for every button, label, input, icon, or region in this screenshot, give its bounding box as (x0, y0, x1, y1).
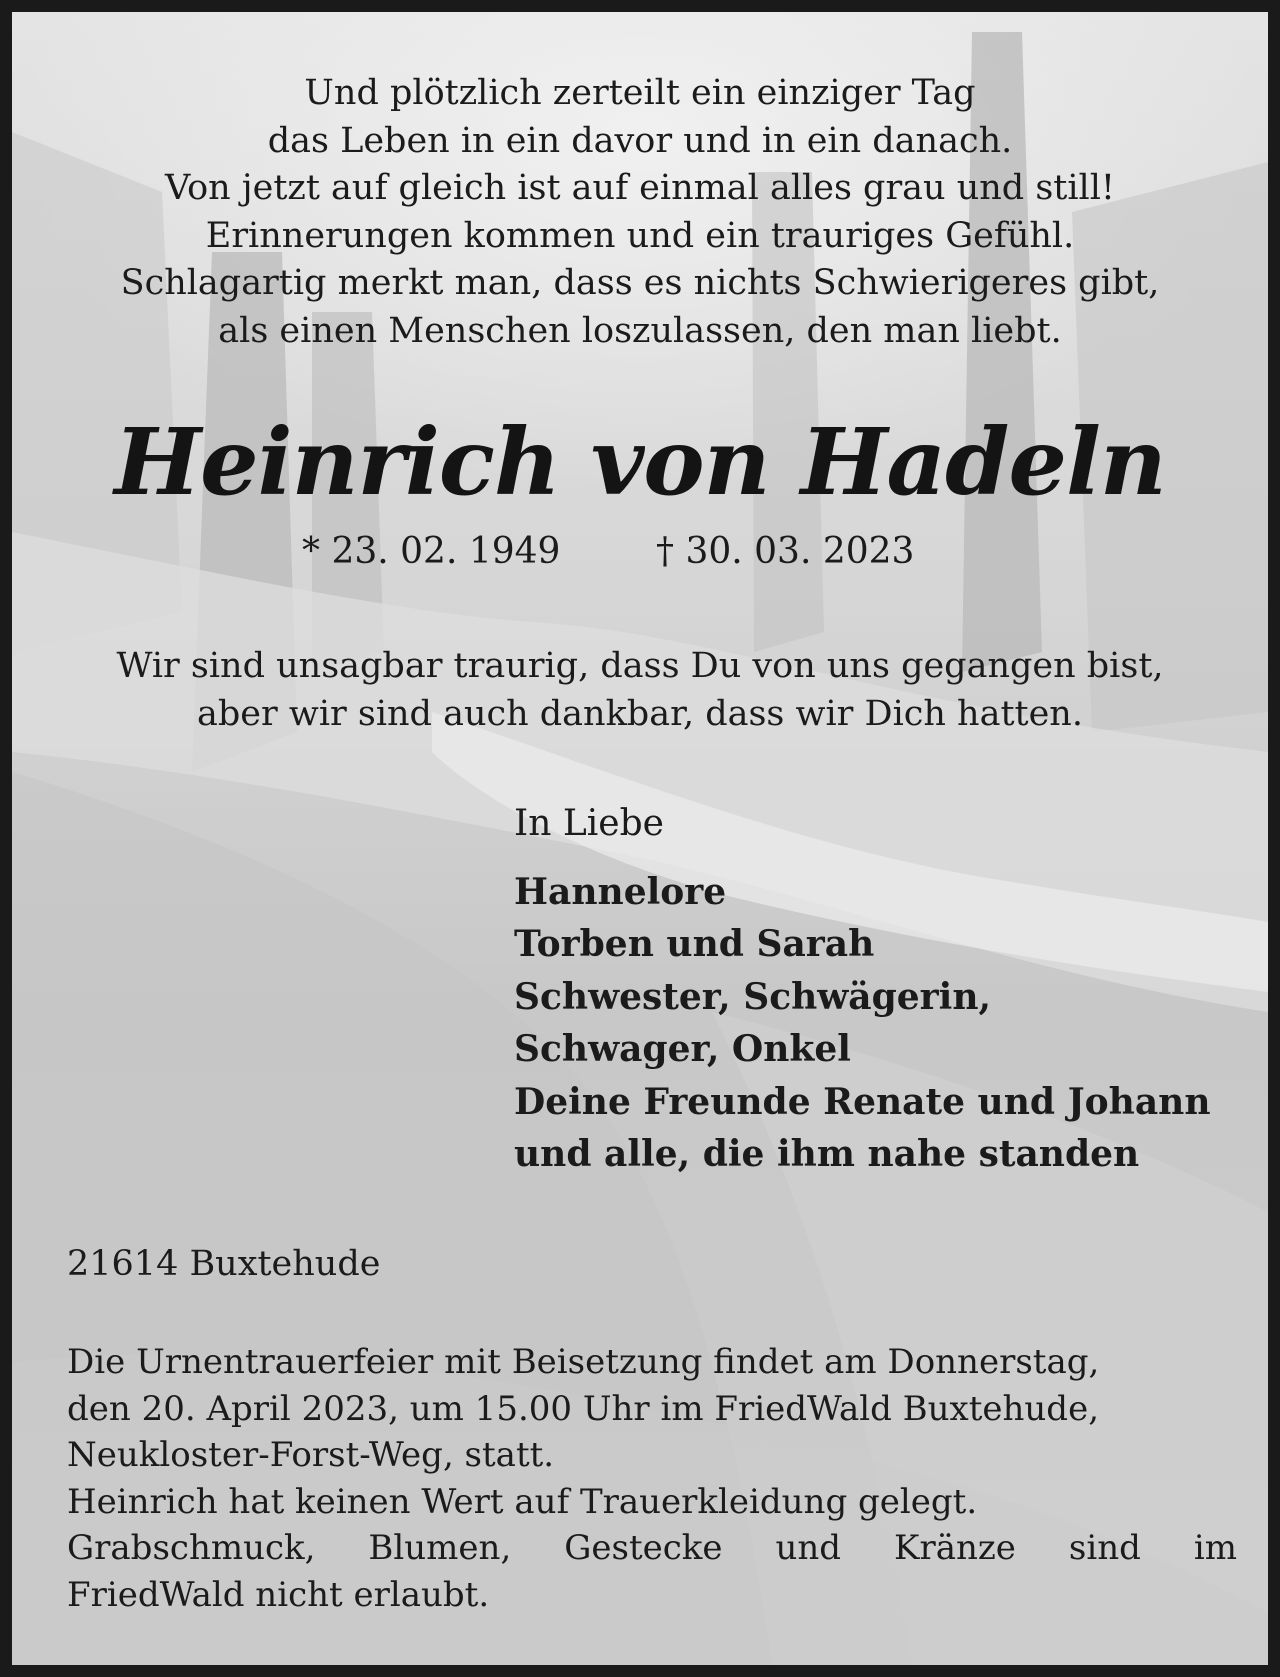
in-love-label: In Liebe (514, 803, 664, 844)
info-line: Heinrich hat keinen Wert auf Trauerkleidung gelegt. (67, 1481, 978, 1522)
mourners-list (514, 866, 1211, 1180)
mourner-line: Hannelore (514, 871, 727, 913)
info-line-justified (67, 1525, 1237, 1572)
info-word: Kränze (894, 1528, 1016, 1568)
deceased-name: Heinrich von Hadeln (114, 408, 1166, 516)
info-line: Die Urnentrauerfeier mit Beisetzung findet am Donnerstag, (67, 1342, 1100, 1382)
info-line: FriedWald nicht erlaubt. (67, 1574, 490, 1615)
funeral-info (67, 1339, 1237, 1618)
poem-line: Schlagartig merkt man, dass es nichts Schwierigeres gibt, (120, 263, 1160, 303)
poem-line: als einen Menschen loszulassen, den man liebt. (218, 310, 1062, 351)
info-word: und (775, 1528, 842, 1568)
poem-line: Und plötzlich zerteilt ein einziger Tag (304, 73, 976, 113)
message-line: Wir sind unsagbar traurig, dass Du von uns gegangen bist, (116, 646, 1164, 686)
info-word: Blumen, (368, 1528, 512, 1568)
mourner-line: Schwager, Onkel (514, 1028, 851, 1071)
mourner-line: Schwester, Schwägerin, (514, 975, 992, 1018)
mourner-line: Deine Freunde Renate und Johann (514, 1080, 1211, 1123)
info-word: im (1193, 1528, 1237, 1568)
poem-line: das Leben in ein davor und in ein danach. (267, 120, 1013, 161)
poem-line: Von jetzt auf gleich ist auf einmal alles grau und still! (165, 168, 1115, 208)
poem (12, 70, 1268, 355)
info-word: sind (1068, 1528, 1141, 1568)
info-word: Gestecke (564, 1528, 723, 1568)
message-line: aber wir sind auch dankbar, dass wir Dich hatten. (197, 694, 1083, 734)
poem-line: Erinnerungen kommen und ein trauriges Gefühl. (205, 215, 1075, 256)
birth-date: * 23. 02. 1949 (302, 531, 561, 572)
notice-content (12, 12, 1268, 1665)
mourner-line: und alle, die ihm nahe standen (514, 1133, 1140, 1176)
info-word: Grabschmuck, (67, 1528, 316, 1568)
grateful-message (12, 642, 1268, 738)
info-line: Neukloster-Forst-Weg, statt. (67, 1435, 555, 1475)
death-date: † 30. 03. 2023 (656, 531, 915, 572)
city: 21614 Buxtehude (67, 1244, 381, 1284)
info-line: den 20. April 2023, um 15.00 Uhr im FriedWald Buxtehude, (67, 1388, 1100, 1429)
mourner-line: Torben und Sarah (514, 923, 875, 966)
